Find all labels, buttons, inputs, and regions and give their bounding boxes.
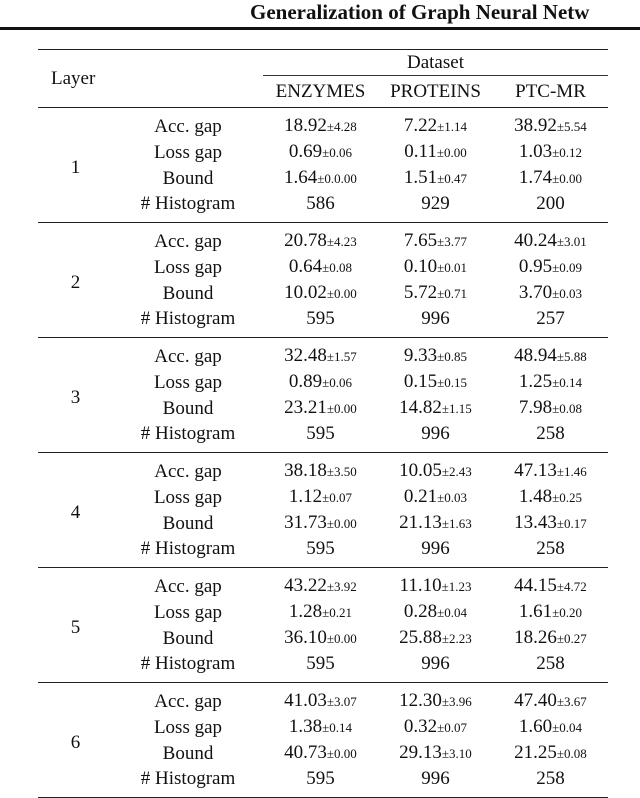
layer-block [38, 453, 608, 568]
column-header: ENZYMES [275, 81, 366, 102]
cell-std: ±0.01 [437, 260, 468, 275]
cell-std: ±0.00 [326, 401, 357, 416]
table-cell [378, 683, 493, 715]
cell-value: 0.95 [518, 256, 553, 277]
cell-std: ±1.15 [441, 401, 472, 416]
cell-value: 1.74 [518, 167, 553, 188]
cell-value: 12.30 [399, 690, 442, 711]
table-cell [378, 369, 493, 395]
cell-std: ±2.43 [441, 464, 472, 479]
table-cell [378, 714, 493, 740]
cell-std: ±0.00 [552, 171, 583, 186]
cell-value: 0.11 [404, 141, 437, 162]
cell-value: 1.61 [518, 601, 553, 622]
table-cell [378, 280, 493, 306]
table-cell [263, 108, 378, 140]
layer-block [38, 338, 608, 453]
table-cell [263, 599, 378, 625]
table-cell [263, 714, 378, 740]
cell-value: 40.73 [284, 742, 327, 763]
metric-label: Acc. gap [154, 460, 222, 482]
table-cell [378, 568, 493, 600]
table-cell [263, 306, 378, 338]
table-cell [378, 395, 493, 421]
metric-label: # Histogram [140, 538, 236, 559]
cell-value: 14.82 [399, 397, 442, 418]
table-cell [263, 191, 378, 223]
layer-number: 5 [70, 617, 81, 638]
cell-value: 21.25 [514, 742, 557, 763]
table-cell [263, 568, 378, 600]
cell-std: ±0.08 [322, 260, 353, 275]
metric-label: Bound [162, 742, 214, 764]
layer-header: Layer [38, 50, 263, 108]
metric-label: # Histogram [140, 768, 236, 789]
cell-value: 47.40 [514, 690, 557, 711]
cell-std: ±3.77 [437, 234, 468, 249]
cell-value: 996 [421, 538, 450, 559]
table-cell [378, 651, 493, 683]
table-cell [493, 280, 608, 306]
cell-value: 10.05 [399, 460, 442, 481]
cell-value: 18.92 [284, 115, 327, 136]
cell-std: ±0.71 [437, 286, 468, 301]
table-cell [493, 683, 608, 715]
cell-std: ±0.09 [552, 260, 583, 275]
cell-value: 996 [421, 308, 450, 329]
cell-std: ±1.57 [326, 349, 357, 364]
table-cell [263, 625, 378, 651]
metric-label: Loss gap [153, 601, 223, 623]
metric-label: # Histogram [140, 423, 236, 444]
table-cell [263, 453, 378, 485]
cell-std: ±0.06 [322, 145, 353, 160]
layer-block [38, 223, 608, 338]
cell-value: 44.15 [514, 575, 557, 596]
table-row [38, 395, 608, 421]
table-cell [493, 714, 608, 740]
cell-std: ±0.27 [556, 631, 587, 646]
table-row [38, 683, 608, 715]
cell-value: 38.92 [514, 115, 557, 136]
cell-std: ±3.01 [556, 234, 587, 249]
table-row [38, 510, 608, 536]
table-cell [493, 395, 608, 421]
cell-value: 23.21 [284, 397, 327, 418]
metric-label: Acc. gap [154, 575, 222, 597]
metric-label: Loss gap [153, 371, 223, 393]
results-table [38, 49, 608, 798]
cell-value: 31.73 [284, 512, 327, 533]
cell-value: 996 [421, 423, 450, 444]
table-cell [263, 510, 378, 536]
table-cell [493, 740, 608, 766]
cell-value: 1.51 [403, 167, 438, 188]
table-cell [493, 651, 608, 683]
cell-std: ±0.20 [552, 605, 583, 620]
metric-label: # Histogram [140, 193, 236, 214]
metric-label: # Histogram [140, 653, 236, 674]
cell-value: 595 [306, 308, 335, 329]
table-row [38, 369, 608, 395]
cell-value: 258 [536, 423, 565, 444]
cell-value: 258 [536, 538, 565, 559]
table-cell [263, 683, 378, 715]
metric-label: Acc. gap [154, 230, 222, 252]
table-cell [263, 165, 378, 191]
table-cell [263, 421, 378, 453]
metric-label: Acc. gap [154, 345, 222, 367]
table-row [38, 599, 608, 625]
layer-number: 4 [70, 502, 81, 523]
table-cell [378, 625, 493, 651]
cell-value: 595 [306, 423, 335, 444]
cell-value: 1.38 [288, 716, 323, 737]
cell-value: 929 [421, 193, 450, 214]
cell-value: 595 [306, 538, 335, 559]
cell-value: 996 [421, 653, 450, 674]
cell-value: 5.72 [403, 282, 438, 303]
table-cell [263, 223, 378, 255]
cell-std: ±0.03 [437, 490, 468, 505]
table-cell [378, 223, 493, 255]
cell-std: ±0.04 [552, 720, 583, 735]
cell-std: ±1.46 [556, 464, 587, 479]
cell-std: ±0.85 [437, 349, 468, 364]
cell-value: 258 [536, 653, 565, 674]
cell-std: ±0.14 [552, 375, 583, 390]
table-cell [493, 421, 608, 453]
cell-std: ±3.07 [326, 694, 357, 709]
layer-number: 2 [70, 272, 81, 293]
table-cell [378, 453, 493, 485]
table-cell [493, 625, 608, 651]
table-cell [378, 484, 493, 510]
cell-std: ±4.28 [326, 119, 357, 134]
table-row [38, 191, 608, 223]
cell-value: 13.43 [514, 512, 557, 533]
cell-std: ±0.00 [326, 631, 357, 646]
cell-std: ±0.07 [322, 490, 353, 505]
cell-value: 38.18 [284, 460, 327, 481]
cell-value: 200 [536, 193, 565, 214]
metric-label: Bound [162, 397, 214, 419]
cell-value: 595 [306, 653, 335, 674]
table-cell [263, 740, 378, 766]
cell-value: 7.22 [403, 115, 438, 136]
cell-std: ±0.14 [322, 720, 353, 735]
table-cell [263, 536, 378, 568]
table-row [38, 651, 608, 683]
cell-std: ±0.08 [556, 746, 587, 761]
header-rule [0, 27, 640, 30]
cell-std: ±0.17 [556, 516, 587, 531]
table-cell [493, 536, 608, 568]
table-row [38, 338, 608, 370]
metric-label: Bound [162, 282, 214, 304]
cell-value: 258 [536, 768, 565, 789]
cell-std: ±3.67 [556, 694, 587, 709]
table-cell [493, 165, 608, 191]
table-cell [493, 568, 608, 600]
cell-std: ±0.21 [322, 605, 353, 620]
cell-std: ±0.00 [326, 516, 357, 531]
cell-std: ±0.25 [552, 490, 583, 505]
cell-value: 3.70 [518, 282, 553, 303]
table-row [38, 484, 608, 510]
cell-value: 1.60 [518, 716, 553, 737]
cell-std: ±3.96 [441, 694, 472, 709]
cell-value: 40.24 [514, 230, 557, 251]
table-cell [378, 510, 493, 536]
cell-value: 595 [306, 768, 335, 789]
table-cell [263, 338, 378, 370]
table-cell [263, 484, 378, 510]
cell-std: ±3.92 [326, 579, 357, 594]
table-row [38, 740, 608, 766]
cell-value: 1.25 [518, 371, 553, 392]
cell-value: 1.64 [284, 167, 318, 188]
cell-value: 0.21 [403, 486, 438, 507]
table-cell [493, 108, 608, 140]
cell-value: 36.10 [284, 627, 327, 648]
cell-value: 43.22 [284, 575, 327, 596]
table-cell [493, 139, 608, 165]
table-row [38, 139, 608, 165]
cell-value: 10.02 [284, 282, 327, 303]
cell-value: 41.03 [284, 690, 327, 711]
cell-value: 0.32 [403, 716, 438, 737]
table-row [38, 536, 608, 568]
table-row [38, 625, 608, 651]
cell-std: ±5.88 [556, 349, 587, 364]
table-cell [263, 766, 378, 798]
running-header-title: Generalization of Graph Neural Netw [250, 0, 590, 24]
table-row [38, 421, 608, 453]
table-row [38, 254, 608, 280]
table-cell [493, 306, 608, 338]
dataset-header: Dataset [263, 50, 608, 76]
table-cell [378, 338, 493, 370]
cell-value: 1.48 [518, 486, 553, 507]
cell-value: 7.65 [403, 230, 438, 251]
cell-std: ±0.04 [437, 605, 468, 620]
table-cell [378, 191, 493, 223]
cell-std: ±0.00 [436, 145, 467, 160]
table-cell [263, 139, 378, 165]
cell-std: ±0.0.00 [317, 171, 357, 186]
layer-block [38, 683, 608, 798]
metric-label: # Histogram [140, 308, 236, 329]
metric-label: Bound [162, 627, 214, 649]
table-cell [378, 421, 493, 453]
table-row [38, 280, 608, 306]
table-cell [493, 484, 608, 510]
cell-value: 48.94 [514, 345, 557, 366]
cell-value: 0.28 [403, 601, 438, 622]
cell-value: 996 [421, 768, 450, 789]
cell-std: ±1.14 [437, 119, 468, 134]
cell-std: ±0.03 [552, 286, 583, 301]
cell-value: 0.69 [288, 141, 323, 162]
table-cell [378, 139, 493, 165]
table-cell [378, 740, 493, 766]
layer-number: 1 [70, 157, 81, 178]
table-cell [493, 510, 608, 536]
cell-value: 1.28 [288, 601, 323, 622]
cell-value: 20.78 [284, 230, 327, 251]
table-cell [263, 651, 378, 683]
cell-std: ±1.23 [441, 579, 472, 594]
table-cell [378, 254, 493, 280]
table-cell [378, 536, 493, 568]
table-cell [493, 453, 608, 485]
cell-value: 1.12 [288, 486, 323, 507]
metric-label: Bound [162, 512, 214, 534]
layer-number: 6 [70, 732, 81, 753]
metric-label: Bound [162, 167, 214, 189]
layer-block [38, 108, 608, 223]
table-row [38, 453, 608, 485]
cell-std: ±0.00 [326, 286, 357, 301]
cell-std: ±0.07 [437, 720, 468, 735]
metric-label: Loss gap [153, 486, 223, 508]
cell-std: ±5.54 [556, 119, 587, 134]
cell-std: ±0.08 [552, 401, 583, 416]
cell-value: 7.98 [518, 397, 553, 418]
table-cell [263, 395, 378, 421]
cell-value: 47.13 [514, 460, 557, 481]
cell-value: 586 [306, 193, 335, 214]
column-header: PTC-MR [515, 81, 586, 102]
table-row [38, 223, 608, 255]
cell-std: ±0.15 [437, 375, 468, 390]
cell-value: 18.26 [514, 627, 557, 648]
cell-value: 1.03 [518, 141, 553, 162]
cell-value: 9.33 [403, 345, 438, 366]
cell-std: ±4.72 [556, 579, 587, 594]
cell-value: 0.10 [403, 256, 438, 277]
table-cell [378, 766, 493, 798]
cell-value: 0.15 [403, 371, 438, 392]
table-row [38, 714, 608, 740]
metric-label: Loss gap [153, 256, 223, 278]
cell-value: 0.64 [288, 256, 323, 277]
cell-std: ±4.23 [326, 234, 357, 249]
table-row [38, 766, 608, 798]
cell-value: 29.13 [399, 742, 442, 763]
cell-std: ±0.00 [326, 746, 357, 761]
cell-std: ±3.50 [326, 464, 357, 479]
layer-block [38, 568, 608, 683]
cell-value: 11.10 [399, 575, 442, 596]
cell-std: ±1.63 [441, 516, 472, 531]
metric-label: Acc. gap [154, 690, 222, 712]
table-cell [493, 766, 608, 798]
table-cell [263, 254, 378, 280]
table-row [38, 165, 608, 191]
column-header: PROTEINS [390, 81, 481, 102]
cell-value: 32.48 [284, 345, 327, 366]
table-cell [493, 338, 608, 370]
table-cell [378, 599, 493, 625]
table-cell [493, 223, 608, 255]
cell-value: 0.89 [288, 371, 323, 392]
cell-value: 21.13 [399, 512, 442, 533]
cell-value: 25.88 [399, 627, 442, 648]
table-row [38, 306, 608, 338]
cell-value: 257 [536, 308, 565, 329]
table-cell [263, 280, 378, 306]
layer-number: 3 [70, 387, 81, 408]
metric-label: Loss gap [153, 716, 223, 738]
table-cell [493, 191, 608, 223]
table-row [38, 568, 608, 600]
table-cell [378, 165, 493, 191]
cell-std: ±0.06 [322, 375, 353, 390]
cell-std: ±2.23 [441, 631, 472, 646]
table-cell [493, 369, 608, 395]
metric-label: Loss gap [153, 141, 223, 163]
cell-std: ±3.10 [441, 746, 472, 761]
table-cell [263, 369, 378, 395]
table-cell [493, 254, 608, 280]
table-cell [378, 306, 493, 338]
table-cell [378, 108, 493, 140]
cell-std: ±0.12 [552, 145, 583, 160]
cell-std: ±0.47 [437, 171, 468, 186]
table-row [38, 108, 608, 140]
table-cell [493, 599, 608, 625]
metric-label: Acc. gap [154, 115, 222, 137]
